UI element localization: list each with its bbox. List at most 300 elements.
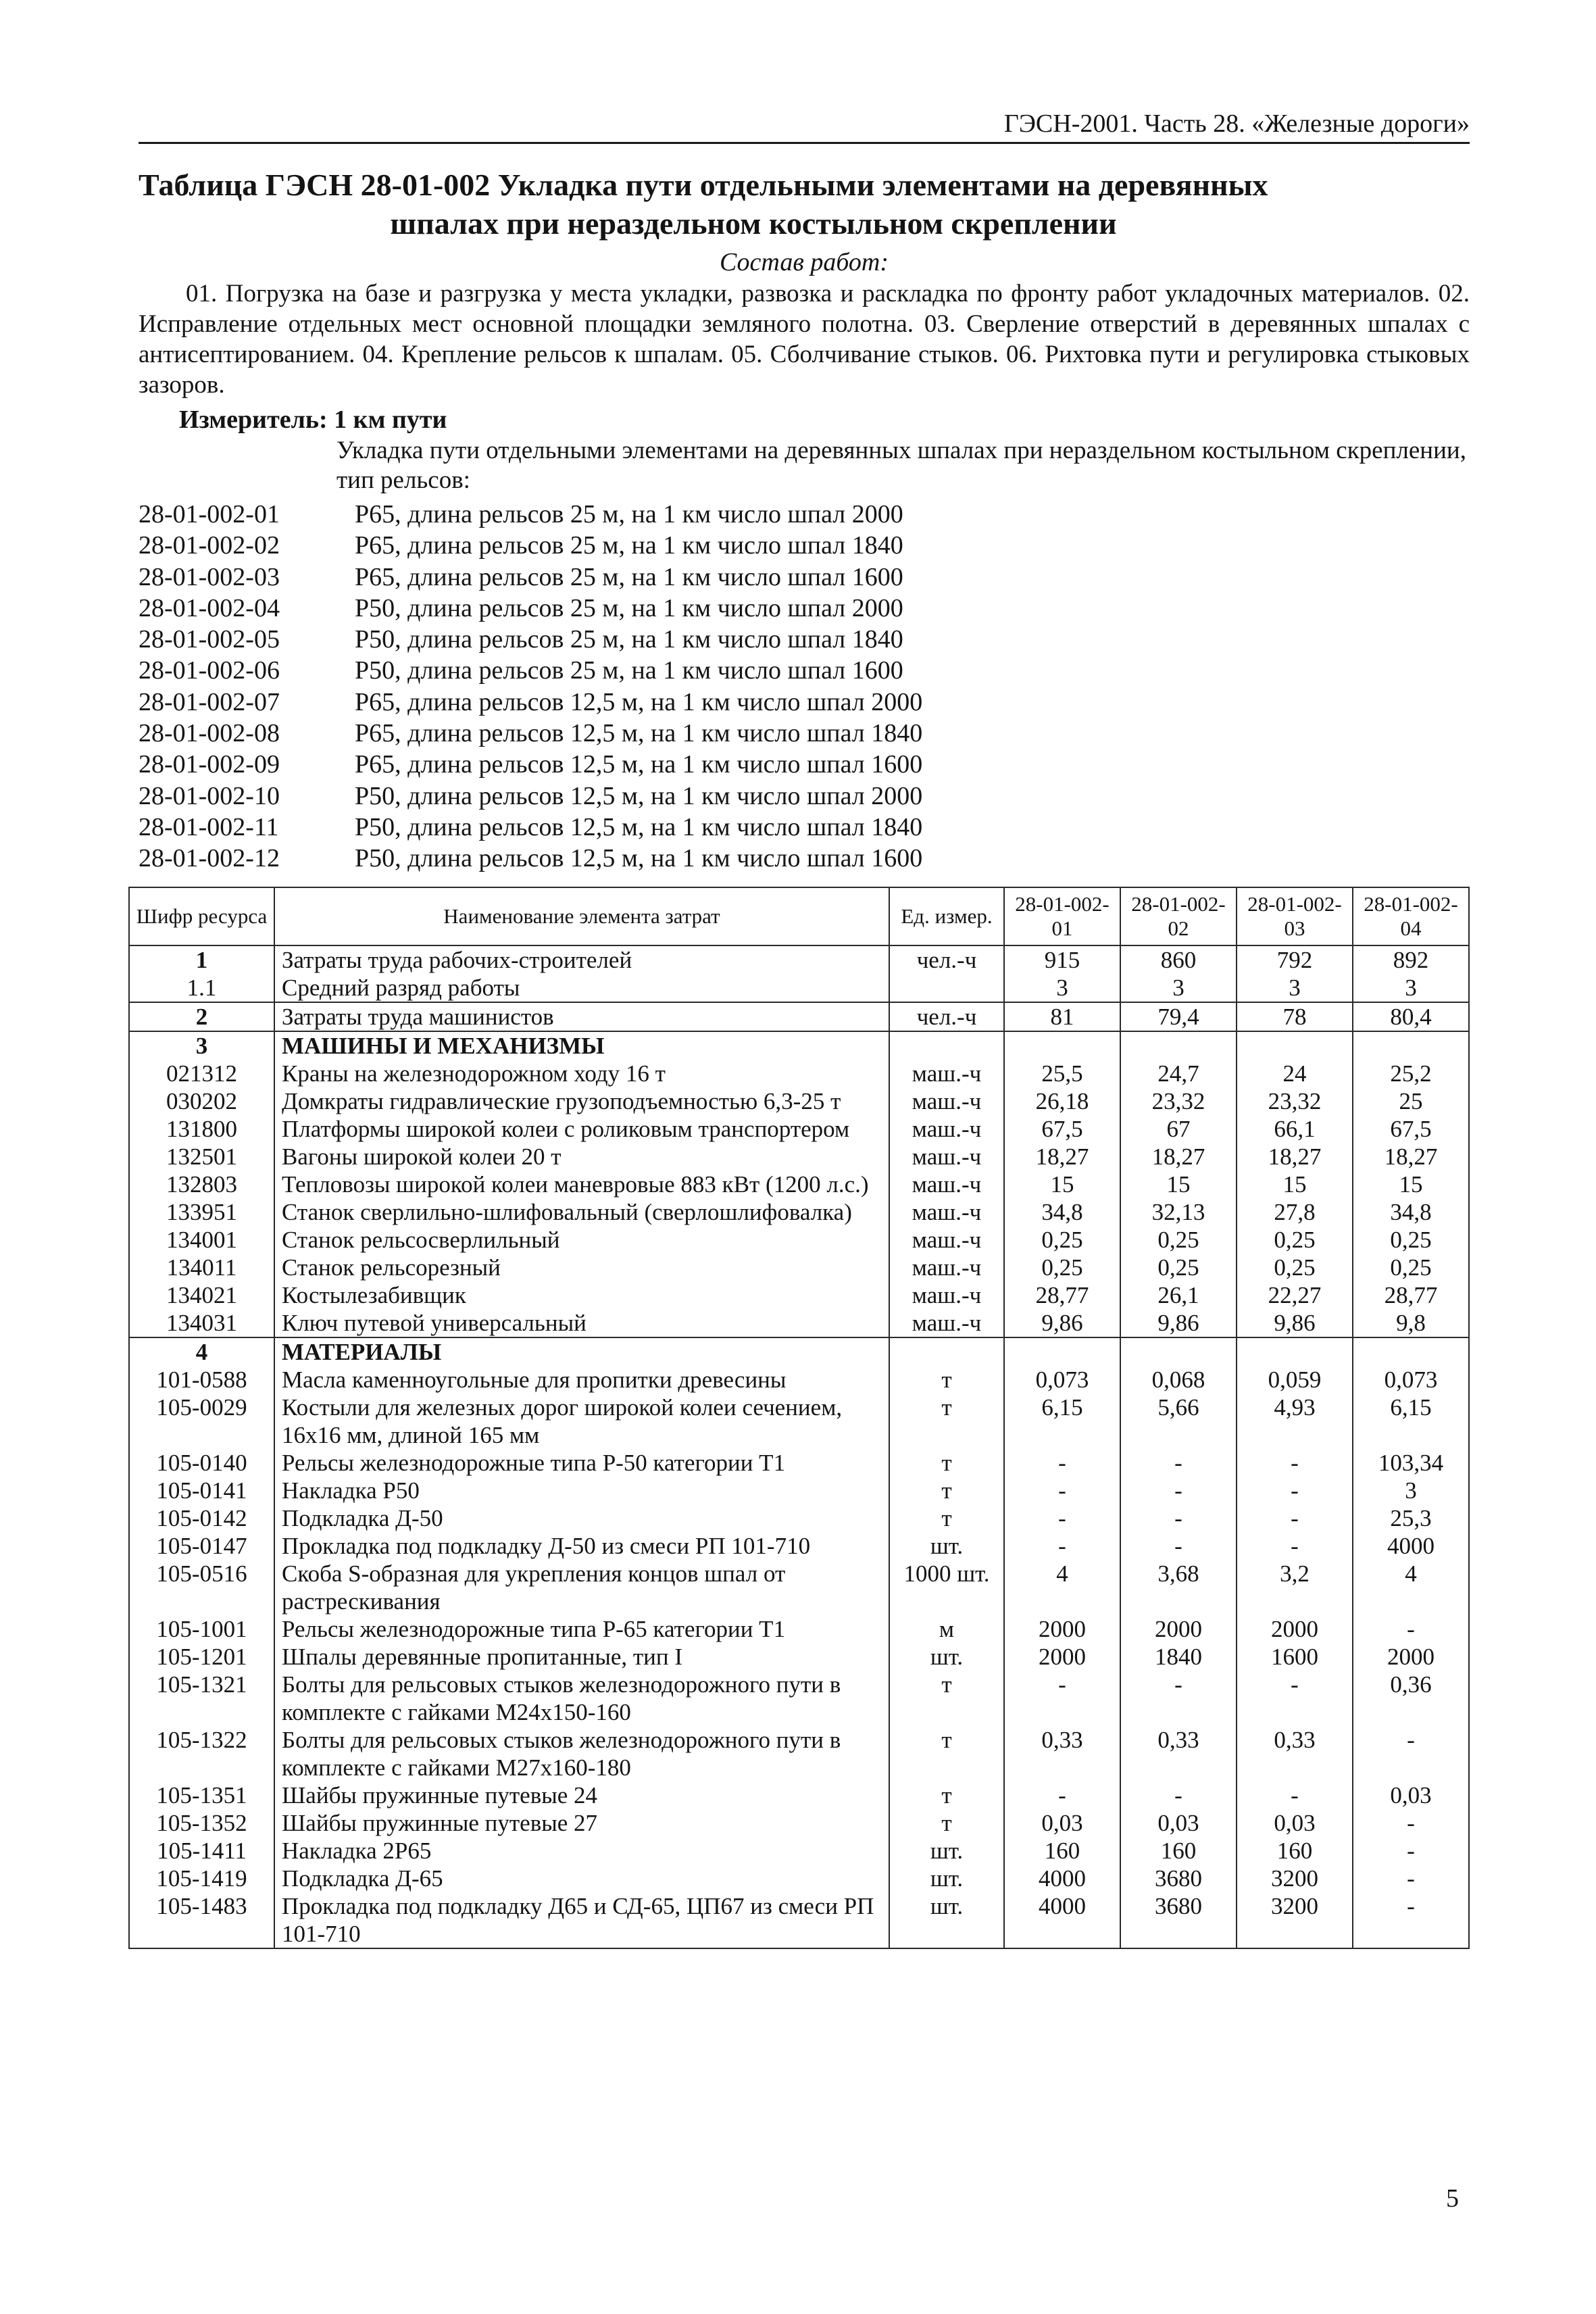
resource-name: Домкраты гидравлические грузоподъемностью 6,3-25 т	[274, 1087, 889, 1115]
code-description: Р65, длина рельсов 25 м, на 1 км число шпал 1600	[355, 562, 903, 591]
value-variant-4: 0,03	[1353, 1781, 1469, 1809]
resource-name: МАТЕРИАЛЫ	[274, 1337, 889, 1366]
resource-unit: маш.-ч	[889, 1281, 1004, 1309]
value-variant-1: 15	[1004, 1171, 1120, 1198]
resource-unit: маш.-ч	[889, 1143, 1004, 1171]
value-variant-2: 18,27	[1120, 1143, 1237, 1171]
resource-name: Прокладка под подкладку Д-50 из смеси РП 101-710	[274, 1532, 889, 1560]
code-number: 28-01-002-08	[139, 719, 280, 748]
table-row	[129, 1504, 1469, 1532]
code-description: Р65, длина рельсов 12,5 м, на 1 км число шпал 1840	[355, 719, 923, 748]
table-row	[129, 974, 1469, 1002]
table-row	[129, 1226, 1469, 1254]
value-variant-3: 1600	[1237, 1643, 1353, 1671]
code-list	[139, 499, 1470, 875]
value-variant-4: 892	[1353, 945, 1469, 974]
value-variant-1: 0,25	[1004, 1226, 1120, 1254]
value-variant-4: -	[1353, 1809, 1469, 1837]
resource-name: Платформы широкой колеи с роликовым транспортером	[274, 1115, 889, 1143]
value-variant-2: 860	[1120, 945, 1237, 974]
value-variant-3: 0,03	[1237, 1809, 1353, 1837]
code-number: 28-01-002-11	[139, 812, 279, 841]
value-variant-2: 0,25	[1120, 1226, 1237, 1254]
value-variant-4: 0,36	[1353, 1671, 1469, 1726]
resource-name: Станок рельсосверлильный	[274, 1226, 889, 1254]
resource-unit: маш.-ч	[889, 1226, 1004, 1254]
table-row	[129, 1809, 1469, 1837]
value-variant-1: 34,8	[1004, 1198, 1120, 1226]
value-variant-2: 3680	[1120, 1892, 1237, 1948]
resource-code: 134011	[129, 1254, 274, 1281]
table-row	[129, 1865, 1469, 1892]
resource-name: Средний разряд работы	[274, 974, 889, 1002]
value-variant-1: -	[1004, 1504, 1120, 1532]
table-row	[129, 1309, 1469, 1337]
value-variant-1: 2000	[1004, 1615, 1120, 1643]
value-variant-3: 23,32	[1237, 1087, 1353, 1115]
resource-name: Болты для рельсовых стыков железнодорожного пути в комплекте с гайками М24х150-160	[274, 1671, 889, 1726]
value-variant-2: -	[1120, 1449, 1237, 1477]
value-variant-4: 2000	[1353, 1643, 1469, 1671]
resource-code: 105-1419	[129, 1865, 274, 1892]
resource-code: 105-0147	[129, 1532, 274, 1560]
code-list-item	[139, 624, 1470, 655]
resource-code: 105-0141	[129, 1477, 274, 1504]
resource-code: 134001	[129, 1226, 274, 1254]
value-variant-2	[1120, 1337, 1237, 1366]
value-variant-1: 0,073	[1004, 1366, 1120, 1394]
table-row	[129, 1281, 1469, 1309]
value-variant-4: 103,34	[1353, 1449, 1469, 1477]
table-row	[129, 1198, 1469, 1226]
resource-name: Шайбы пружинные путевые 27	[274, 1809, 889, 1837]
value-variant-3: -	[1237, 1449, 1353, 1477]
resource-code: 105-0516	[129, 1560, 274, 1615]
value-variant-3: 78	[1237, 1002, 1353, 1031]
table-row	[129, 1615, 1469, 1643]
value-variant-3: 15	[1237, 1171, 1353, 1198]
resource-name: Станок сверлильно-шлифовальный (сверлошлифовалка)	[274, 1198, 889, 1226]
value-variant-2: -	[1120, 1532, 1237, 1560]
value-variant-2: -	[1120, 1671, 1237, 1726]
table-row	[129, 1394, 1469, 1449]
code-description: Р50, длина рельсов 12,5 м, на 1 км число шпал 1600	[355, 844, 923, 873]
resource-unit: шт.	[889, 1532, 1004, 1560]
resource-name: Станок рельсорезный	[274, 1254, 889, 1281]
resource-code: 132803	[129, 1171, 274, 1198]
value-variant-3: 3	[1237, 974, 1353, 1002]
value-variant-3: 3200	[1237, 1865, 1353, 1892]
resource-code: 1	[129, 945, 274, 974]
resource-unit: маш.-ч	[889, 1087, 1004, 1115]
table-row	[129, 1477, 1469, 1504]
value-variant-1: 4000	[1004, 1865, 1120, 1892]
value-variant-1: 0,25	[1004, 1254, 1120, 1281]
value-variant-4: 25,2	[1353, 1060, 1469, 1087]
table-row	[129, 1532, 1469, 1560]
table-row	[129, 1726, 1469, 1781]
value-variant-1: 915	[1004, 945, 1120, 974]
value-variant-2: -	[1120, 1504, 1237, 1532]
table-row	[129, 1449, 1469, 1477]
value-variant-1: 3	[1004, 974, 1120, 1002]
value-variant-4: 9,8	[1353, 1309, 1469, 1337]
value-variant-3: 18,27	[1237, 1143, 1353, 1171]
table-row	[129, 1781, 1469, 1809]
col-header-variant-1: 28-01-002-01	[1004, 887, 1120, 945]
table-title-line2: шпалах при нераздельном костыльном скреплении	[390, 206, 1117, 241]
table-row	[129, 1031, 1469, 1060]
value-variant-2: 0,068	[1120, 1366, 1237, 1394]
table-row	[129, 1366, 1469, 1394]
value-variant-4: 0,25	[1353, 1226, 1469, 1254]
page-number: 5	[1446, 2184, 1459, 2213]
table-row	[129, 1671, 1469, 1726]
resource-code: 2	[129, 1002, 274, 1031]
value-variant-2: 15	[1120, 1171, 1237, 1198]
resource-name: Затраты труда машинистов	[274, 1002, 889, 1031]
value-variant-2: 9,86	[1120, 1309, 1237, 1337]
value-variant-3: 0,33	[1237, 1726, 1353, 1781]
resource-unit: т	[889, 1504, 1004, 1532]
value-variant-3: 0,25	[1237, 1226, 1353, 1254]
table-row	[129, 1560, 1469, 1615]
value-variant-1: -	[1004, 1477, 1120, 1504]
code-description: Р50, длина рельсов 25 м, на 1 км число шпал 2000	[355, 593, 903, 622]
resource-unit: маш.-ч	[889, 1115, 1004, 1143]
value-variant-2: 67	[1120, 1115, 1237, 1143]
code-number: 28-01-002-05	[139, 625, 280, 654]
resource-code: 021312	[129, 1060, 274, 1087]
value-variant-4: 28,77	[1353, 1281, 1469, 1309]
value-variant-3: 22,27	[1237, 1281, 1353, 1309]
value-variant-2: 3680	[1120, 1865, 1237, 1892]
code-number: 28-01-002-01	[139, 500, 280, 528]
value-variant-2	[1120, 1031, 1237, 1060]
resource-unit: т	[889, 1726, 1004, 1781]
value-variant-4: 0,073	[1353, 1366, 1469, 1394]
value-variant-2: 79,4	[1120, 1002, 1237, 1031]
resource-unit: маш.-ч	[889, 1198, 1004, 1226]
value-variant-3: 24	[1237, 1060, 1353, 1087]
value-variant-1: 81	[1004, 1002, 1120, 1031]
table-row	[129, 1087, 1469, 1115]
resource-unit: маш.-ч	[889, 1171, 1004, 1198]
resource-unit: чел.-ч	[889, 945, 1004, 974]
table-header-row	[129, 887, 1469, 945]
code-number: 28-01-002-10	[139, 781, 280, 810]
resource-name: Накладка 2Р65	[274, 1837, 889, 1865]
resource-name: Тепловозы широкой колеи маневровые 883 кВт (1200 л.с.)	[274, 1171, 889, 1198]
code-number: 28-01-002-03	[139, 562, 280, 591]
value-variant-4: 6,15	[1353, 1394, 1469, 1449]
value-variant-2: 0,03	[1120, 1809, 1237, 1837]
table-row	[129, 1171, 1469, 1198]
resource-name: Болты для рельсовых стыков железнодорожного пути в комплекте с гайками М27х160-180	[274, 1726, 889, 1781]
table-row	[129, 1337, 1469, 1366]
table-row	[129, 1837, 1469, 1865]
col-header-code: Шифр ресурса	[129, 887, 274, 945]
code-list-item	[139, 718, 1470, 749]
code-number: 28-01-002-06	[139, 656, 280, 685]
col-header-unit: Ед. измер.	[889, 887, 1004, 945]
resource-unit: т	[889, 1809, 1004, 1837]
value-variant-1: 9,86	[1004, 1309, 1120, 1337]
codes-intro: Укладка пути отдельными элементами на деревянных шпалах при нераздельном костыльном скреплении, тип рельсов:	[336, 437, 1466, 494]
value-variant-1: 26,18	[1004, 1087, 1120, 1115]
value-variant-2: 5,66	[1120, 1394, 1237, 1449]
code-description: Р50, длина рельсов 25 м, на 1 км число шпал 1600	[355, 656, 903, 685]
value-variant-4: -	[1353, 1615, 1469, 1643]
table-row	[129, 1254, 1469, 1281]
code-list-item	[139, 655, 1470, 686]
resource-code: 105-1352	[129, 1809, 274, 1837]
code-number: 28-01-002-04	[139, 593, 280, 622]
value-variant-4: 25,3	[1353, 1504, 1469, 1532]
resource-name: Затраты труда рабочих-строителей	[274, 945, 889, 974]
code-description: Р50, длина рельсов 12,5 м, на 1 км число шпал 2000	[355, 781, 923, 810]
code-number: 28-01-002-12	[139, 844, 280, 873]
resource-code: 133951	[129, 1198, 274, 1226]
resource-name: МАШИНЫ И МЕХАНИЗМЫ	[274, 1031, 889, 1060]
resource-unit: т	[889, 1449, 1004, 1477]
resource-unit: шт.	[889, 1865, 1004, 1892]
value-variant-4	[1353, 1031, 1469, 1060]
value-variant-2: 26,1	[1120, 1281, 1237, 1309]
table-row	[129, 1143, 1469, 1171]
resource-unit: т	[889, 1394, 1004, 1449]
resource-unit: чел.-ч	[889, 1002, 1004, 1031]
value-variant-3	[1237, 1031, 1353, 1060]
resource-code: 105-1322	[129, 1726, 274, 1781]
value-variant-3: 3,2	[1237, 1560, 1353, 1615]
resource-unit: маш.-ч	[889, 1060, 1004, 1087]
resource-unit: шт.	[889, 1892, 1004, 1948]
resource-unit	[889, 1031, 1004, 1060]
value-variant-3	[1237, 1337, 1353, 1366]
code-list-item	[139, 499, 1470, 530]
table-row	[129, 1002, 1469, 1031]
value-variant-2: 0,25	[1120, 1254, 1237, 1281]
work-composition-text: 01. Погрузка на базе и разгрузка у места укладки, развозка и раскладка по фронту работ укладочных материалов. 02. Исправление отдельных мест основной площадки земляного полотна. 03. Сверление отверстий в деревянных шпалах с антисептированием. 04. Крепление рельсов к шпалам. 05. Сболчивание стыков. 06. Рихтовка пути и регулировка стыковых зазоров.	[139, 280, 1470, 399]
resource-name: Костылезабивщик	[274, 1281, 889, 1309]
resource-code: 101-0588	[129, 1366, 274, 1394]
value-variant-4: -	[1353, 1892, 1469, 1948]
value-variant-3: 27,8	[1237, 1198, 1353, 1226]
code-number: 28-01-002-02	[139, 531, 280, 560]
code-description: Р65, длина рельсов 25 м, на 1 км число шпал 1840	[355, 531, 903, 560]
value-variant-1: 4	[1004, 1560, 1120, 1615]
value-variant-4: 34,8	[1353, 1198, 1469, 1226]
resource-name: Скоба S-образная для укрепления концов шпал от растрескивания	[274, 1560, 889, 1615]
table-row	[129, 1892, 1469, 1948]
code-description: Р65, длина рельсов 12,5 м, на 1 км число шпал 2000	[355, 687, 923, 716]
resource-name: Ключ путевой универсальный	[274, 1309, 889, 1337]
resource-code: 134021	[129, 1281, 274, 1309]
value-variant-4: -	[1353, 1865, 1469, 1892]
value-variant-4: 4	[1353, 1560, 1469, 1615]
value-variant-3: -	[1237, 1477, 1353, 1504]
value-variant-1: 28,77	[1004, 1281, 1120, 1309]
table-row	[129, 1060, 1469, 1087]
value-variant-2: 160	[1120, 1837, 1237, 1865]
value-variant-2: 32,13	[1120, 1198, 1237, 1226]
value-variant-2: -	[1120, 1477, 1237, 1504]
code-list-item	[139, 843, 1470, 874]
col-header-variant-4: 28-01-002-04	[1353, 887, 1469, 945]
value-variant-1: -	[1004, 1532, 1120, 1560]
value-variant-2: -	[1120, 1781, 1237, 1809]
table-row	[129, 945, 1469, 974]
header-rule	[139, 142, 1470, 144]
resource-unit: шт.	[889, 1837, 1004, 1865]
value-variant-3: -	[1237, 1504, 1353, 1532]
col-header-name: Наименование элемента затрат	[274, 887, 889, 945]
value-variant-4: 18,27	[1353, 1143, 1469, 1171]
resource-code: 4	[129, 1337, 274, 1366]
resource-unit: маш.-ч	[889, 1254, 1004, 1281]
resource-code: 131800	[129, 1115, 274, 1143]
value-variant-3: 0,25	[1237, 1254, 1353, 1281]
resource-unit: м	[889, 1615, 1004, 1643]
value-variant-2: 1840	[1120, 1643, 1237, 1671]
value-variant-3: 9,86	[1237, 1309, 1353, 1337]
value-variant-1: 18,27	[1004, 1143, 1120, 1171]
value-variant-4: 25	[1353, 1087, 1469, 1115]
code-number: 28-01-002-09	[139, 750, 280, 779]
resource-name: Подкладка Д-65	[274, 1865, 889, 1892]
code-list-item	[139, 812, 1470, 843]
resource-name: Шпалы деревянные пропитанные, тип I	[274, 1643, 889, 1671]
resource-name: Накладка Р50	[274, 1477, 889, 1504]
value-variant-1: 67,5	[1004, 1115, 1120, 1143]
value-variant-3: -	[1237, 1671, 1353, 1726]
value-variant-1: 6,15	[1004, 1394, 1120, 1449]
resource-unit	[889, 1337, 1004, 1366]
code-description: Р50, длина рельсов 12,5 м, на 1 км число шпал 1840	[355, 812, 923, 841]
code-description: Р50, длина рельсов 25 м, на 1 км число шпал 1840	[355, 625, 903, 654]
value-variant-3: 160	[1237, 1837, 1353, 1865]
resource-code: 105-0029	[129, 1394, 274, 1449]
resource-name: Вагоны широкой колеи 20 т	[274, 1143, 889, 1171]
code-description: Р65, длина рельсов 12,5 м, на 1 км число шпал 1600	[355, 750, 923, 779]
value-variant-3: -	[1237, 1781, 1353, 1809]
col-header-variant-2: 28-01-002-02	[1120, 887, 1237, 945]
resource-unit: т	[889, 1671, 1004, 1726]
value-variant-1: -	[1004, 1671, 1120, 1726]
resource-unit	[889, 974, 1004, 1002]
value-variant-4: -	[1353, 1837, 1469, 1865]
resource-name: Рельсы железнодорожные типа Р-50 категории Т1	[274, 1449, 889, 1477]
resource-name: Краны на железнодорожном ходу 16 т	[274, 1060, 889, 1087]
value-variant-4: 67,5	[1353, 1115, 1469, 1143]
resource-code: 105-1483	[129, 1892, 274, 1948]
table-body	[129, 945, 1469, 1948]
value-variant-4: -	[1353, 1726, 1469, 1781]
resource-name: Костыли для железных дорог широкой колеи сечением, 16х16 мм, длиной 165 мм	[274, 1394, 889, 1449]
value-variant-3: 792	[1237, 945, 1353, 974]
resource-name: Масла каменноугольные для пропитки древесины	[274, 1366, 889, 1394]
resource-name: Шайбы пружинные путевые 24	[274, 1781, 889, 1809]
resource-code: 105-1201	[129, 1643, 274, 1671]
resource-code: 1.1	[129, 974, 274, 1002]
value-variant-2: 23,32	[1120, 1087, 1237, 1115]
value-variant-4: 80,4	[1353, 1002, 1469, 1031]
measure-unit: Измеритель: 1 км пути	[179, 405, 447, 434]
resource-name: Прокладка под подкладку Д65 и СД-65, ЦП67 из смеси РП 101-710	[274, 1892, 889, 1948]
resource-code: 105-1001	[129, 1615, 274, 1643]
value-variant-1: 160	[1004, 1837, 1120, 1865]
code-list-item	[139, 593, 1470, 624]
resource-unit: 1000 шт.	[889, 1560, 1004, 1615]
value-variant-2: 24,7	[1120, 1060, 1237, 1087]
resource-code: 105-1351	[129, 1781, 274, 1809]
value-variant-3: 66,1	[1237, 1115, 1353, 1143]
value-variant-3: 4,93	[1237, 1394, 1353, 1449]
value-variant-4	[1353, 1337, 1469, 1366]
work-composition-heading: Состав работ:	[719, 248, 889, 276]
resource-unit: маш.-ч	[889, 1309, 1004, 1337]
running-header: ГЭСН-2001. Часть 28. «Железные дороги»	[1003, 109, 1470, 138]
value-variant-1: -	[1004, 1781, 1120, 1809]
value-variant-1: 4000	[1004, 1892, 1120, 1948]
value-variant-3: -	[1237, 1532, 1353, 1560]
code-description: Р65, длина рельсов 25 м, на 1 км число шпал 2000	[355, 500, 903, 528]
value-variant-1: -	[1004, 1449, 1120, 1477]
value-variant-3: 3200	[1237, 1892, 1353, 1948]
resource-unit: шт.	[889, 1643, 1004, 1671]
col-header-variant-3: 28-01-002-03	[1237, 887, 1353, 945]
resource-code: 105-1411	[129, 1837, 274, 1865]
value-variant-4: 3	[1353, 974, 1469, 1002]
table-row	[129, 1643, 1469, 1671]
resource-unit: т	[889, 1366, 1004, 1394]
code-list-item	[139, 530, 1470, 561]
value-variant-2: 2000	[1120, 1615, 1237, 1643]
value-variant-1: 0,03	[1004, 1809, 1120, 1837]
value-variant-3: 0,059	[1237, 1366, 1353, 1394]
code-list-item	[139, 749, 1470, 780]
value-variant-2: 0,33	[1120, 1726, 1237, 1781]
resource-name: Подкладка Д-50	[274, 1504, 889, 1532]
value-variant-1	[1004, 1031, 1120, 1060]
value-variant-2: 3,68	[1120, 1560, 1237, 1615]
table-title-line1: Таблица ГЭСН 28-01-002 Укладка пути отдельными элементами на деревянных	[139, 168, 1268, 202]
table-row	[129, 1115, 1469, 1143]
resource-code: 134031	[129, 1309, 274, 1337]
resource-name: Рельсы железнодорожные типа Р-65 категории Т1	[274, 1615, 889, 1643]
value-variant-1: 2000	[1004, 1643, 1120, 1671]
value-variant-1: 25,5	[1004, 1060, 1120, 1087]
resources-table	[128, 887, 1470, 1949]
code-list-item	[139, 687, 1470, 718]
resource-code: 030202	[129, 1087, 274, 1115]
resource-code: 105-1321	[129, 1671, 274, 1726]
code-list-item	[139, 562, 1470, 593]
value-variant-4: 4000	[1353, 1532, 1469, 1560]
value-variant-4: 0,25	[1353, 1254, 1469, 1281]
value-variant-2: 3	[1120, 974, 1237, 1002]
resource-code: 105-0140	[129, 1449, 274, 1477]
code-number: 28-01-002-07	[139, 687, 280, 716]
value-variant-1: 0,33	[1004, 1726, 1120, 1781]
resource-code: 3	[129, 1031, 274, 1060]
value-variant-3: 2000	[1237, 1615, 1353, 1643]
value-variant-4: 15	[1353, 1171, 1469, 1198]
resource-code: 105-0142	[129, 1504, 274, 1532]
value-variant-1	[1004, 1337, 1120, 1366]
code-list-item	[139, 781, 1470, 812]
